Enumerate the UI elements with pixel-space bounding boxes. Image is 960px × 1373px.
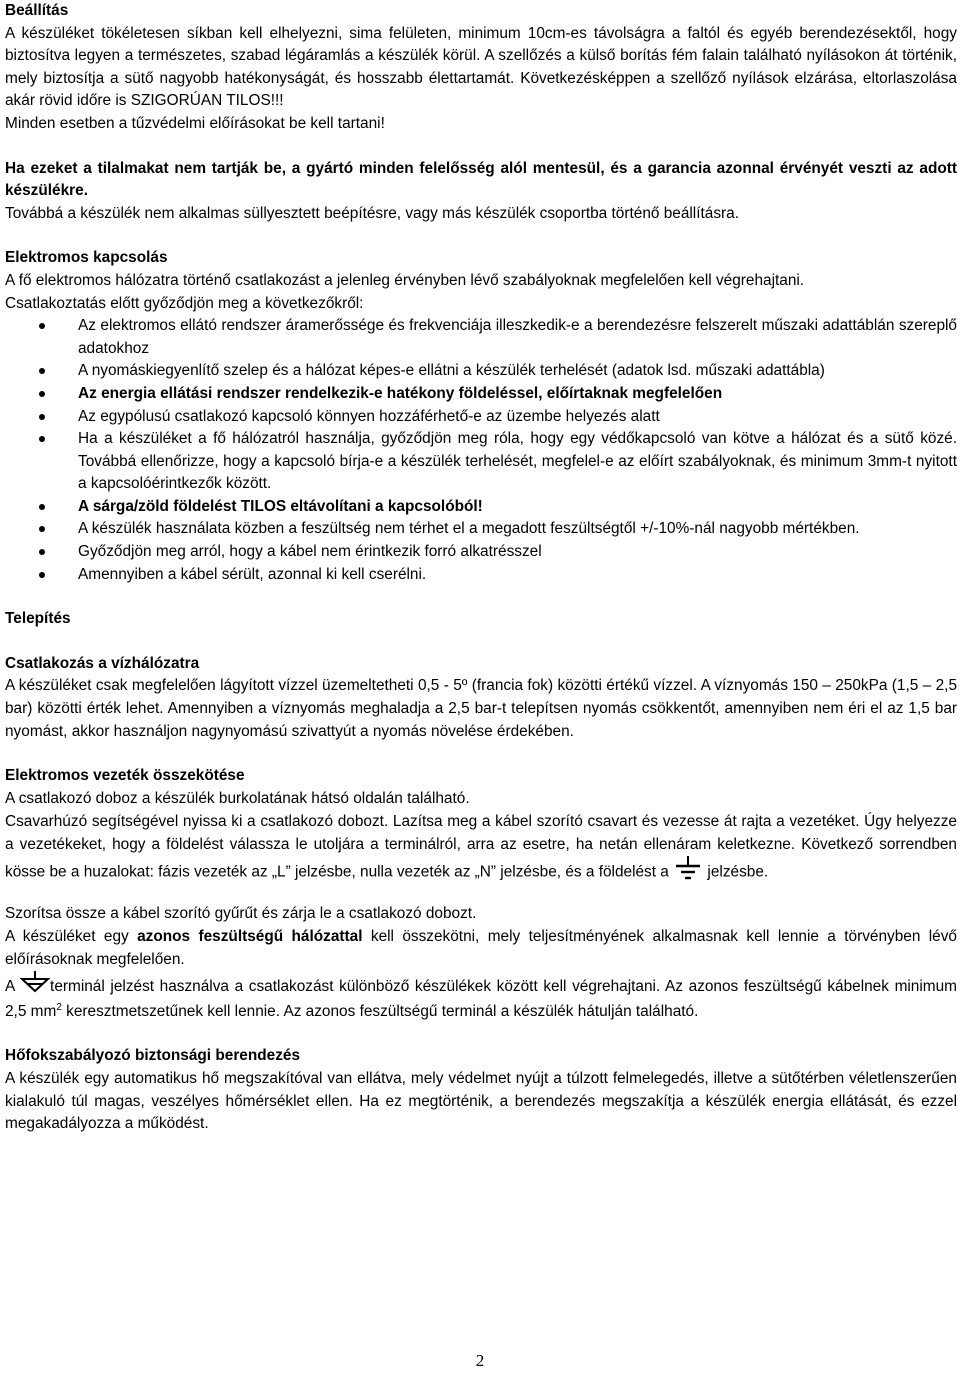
paragraph-water-hardness: A készüléket csak megfelelően lágyított vízzel üzemeltetheti 0,5 - 5º (francia fok) közötti értékű vízzel. A víznyomás 150 – 250kPa (1,5 – 2,5 bar) közötti érték lehet. Amennyiben a víznyomás meghaladja a 2,5 bar-t telepítsen nyomás csökkentőt, amennyiben nem éri el az 1,5 bar nyomást, akkor használjon nagynyomású szivattyút a nyomás növelése érdekében. — [5, 677, 957, 740]
list-item: Az energia ellátási rendszer rendelkezik-e hatékony földeléssel, előírtaknak megfelelően — [5, 383, 957, 406]
section-title-installation: Telepítés — [5, 610, 71, 628]
section-title-cable: Elektromos vezeték összekötése — [5, 767, 245, 785]
list-item: A sárga/zöld földelést TILOS eltávolítani a kapcsolóból! — [5, 496, 957, 519]
paragraph-fire-safety: Minden esetben a tűzvédelmi előírásokat be kell tartani! — [5, 114, 385, 132]
list-item: A készülék használata közben a feszültség nem térhet el a megadott feszültségtől +/-10%-nál nagyobb mértékben. — [5, 518, 957, 541]
bullet-icon — [39, 504, 45, 510]
section-title-electrical: Elektromos kapcsolás — [5, 249, 168, 267]
list-item: Az elektromos ellátó rendszer áramerőssége és frekvenciája illeszkedik-e a berendezésre felszerelt műszaki adattáblán szereplő adatokhoz — [5, 315, 957, 360]
list-item: Ha a készüléket a fő hálózatról használja, győződjön meg róla, hogy egy védőkapcsoló van kötve a hálózat és a sütő közé. Továbbá ellenőrizze, hogy a kapcsoló bírja-e a készülék terhelését, megfelel-e az előírt szabályoknak, és minimum 3mm-t nyitott a kapcsolóérintkezők között. — [5, 428, 957, 496]
bullet-icon — [39, 391, 45, 397]
section-title-beallitas: Beállítás — [5, 2, 69, 19]
paragraph-no-builtin: Továbbá a készülék nem alkalmas süllyesztett beépítésre, vagy más készülék csoportba történő beállításra. — [5, 204, 739, 222]
paragraph-junction-box: A csatlakozó doboz a készülék burkolatának hátsó oldalán található. — [5, 789, 470, 807]
checklist — [5, 315, 957, 586]
bullet-icon — [39, 549, 45, 555]
ground-icon — [673, 856, 703, 889]
bullet-icon — [39, 323, 45, 329]
bullet-icon — [39, 526, 45, 532]
bullet-icon — [39, 414, 45, 420]
paragraph-equipotential: A terminál jelzést használva a csatlakozást különböző készülékek között kell végrehajtani. Az azonos feszültségű kábelnek minimum 2,5 $mm^2$ keresztmetszetűnek kell lennie. Az azonos feszültségű terminál a készülék hátulján található. — [5, 971, 957, 1023]
section-title-water: Csatlakozás a vízhálózatra — [5, 654, 200, 672]
paragraph-placement: A készüléket tökéletesen síkban kell elhelyezni, sima felületen, minimum 10cm-es távolságra a faltól és egyéb berendezésektől, hogy biztosítva legyen a természetes, szabad légáramlás a készülék körül. A szellőzés a külső borítás fém falain található nyílásokon át történik, mely biztosítja a sütő nagyobb hatékonyságát, és hosszabb élettartamát. Következésképpen a szellőző nyílások elzárása, eltorlaszolása akár rövid időre is SZIGORÚAN TILOS!!! — [5, 24, 957, 110]
equipotential-icon — [20, 971, 50, 1001]
document-page — [5, 0, 957, 1136]
section-title-thermostat: Hőfokszabályozó biztonsági berendezés — [5, 1047, 301, 1065]
paragraph-thermal-cutout: A készülék egy automatikus hő megszakítóval van ellátva, mely védelmet nyújt a túlzott felmelegedés, illetve a sütőtérben véletlenszerűen kialakuló túl magas, veszélyes hőmérséklet ellen. Ha ez megtörténik, a berendezés megszakítja a készülék energia ellátását, és ezzel megakadályozza a működést. — [5, 1069, 957, 1133]
list-item: A nyomáskiegyenlítő szelep és a hálózat képes-e ellátni a készülék terhelését (adatok lsd. műszaki adattábla) — [5, 360, 957, 383]
paragraph-mains-connection: A fő elektromos hálózatra történő csatlakozást a jelenleg érvényben lévő szabályoknak megfelelően kell végrehajtani. — [5, 271, 805, 289]
paragraph-wiring: Csavarhúzó segítségével nyissa ki a csatlakozó dobozt. Lazítsa meg a kábel szorító csavart és vezesse át rajta a vezetéket. Úgy helyezze a vezetékeket, hogy a földelést válassza le utoljára a terminálról, arra az esetre, ha netán ellenáram keletkezne. Következő sorrendben kösse be a huzalokat: fázis vezeték az „L” jelzésbe, nulla vezeték az „N” jelzésbe, és a földelést a jelzésbe. — [5, 810, 957, 889]
list-item: Amennyiben a kábel sérült, azonnal ki kell cserélni. — [5, 564, 957, 587]
bullet-icon — [39, 436, 45, 442]
list-item: Az egypólusú csatlakozó kapcsoló könnyen hozzáférhető-e az üzembe helyezés alatt — [5, 406, 957, 429]
paragraph-clamp-ring: Szorítsa össze a kábel szorító gyűrűt és zárja le a csatlakozó dobozt. — [5, 905, 477, 923]
list-item: Győződjön meg arról, hogy a kábel nem érintkezik forró alkatrésszel — [5, 541, 957, 564]
page-number: 2 — [475, 1351, 485, 1370]
bullet-icon — [39, 368, 45, 374]
paragraph-checklist-intro: Csatlakoztatás előtt győződjön meg a következőkről: — [5, 294, 364, 312]
warning-warranty: Ha ezeket a tilalmakat nem tartják be, a gyártó minden felelősség alól mentesül, és a garancia azonnal érvényét veszti az adott készülékre. — [5, 159, 957, 200]
bullet-icon — [39, 572, 45, 578]
paragraph-same-voltage: A készüléket egy azonos feszültségű hálózattal kell összekötni, mely teljesítményének alkalmasnak kell lennie a törvényben lévő előírásoknak megfelelően. — [5, 928, 957, 968]
